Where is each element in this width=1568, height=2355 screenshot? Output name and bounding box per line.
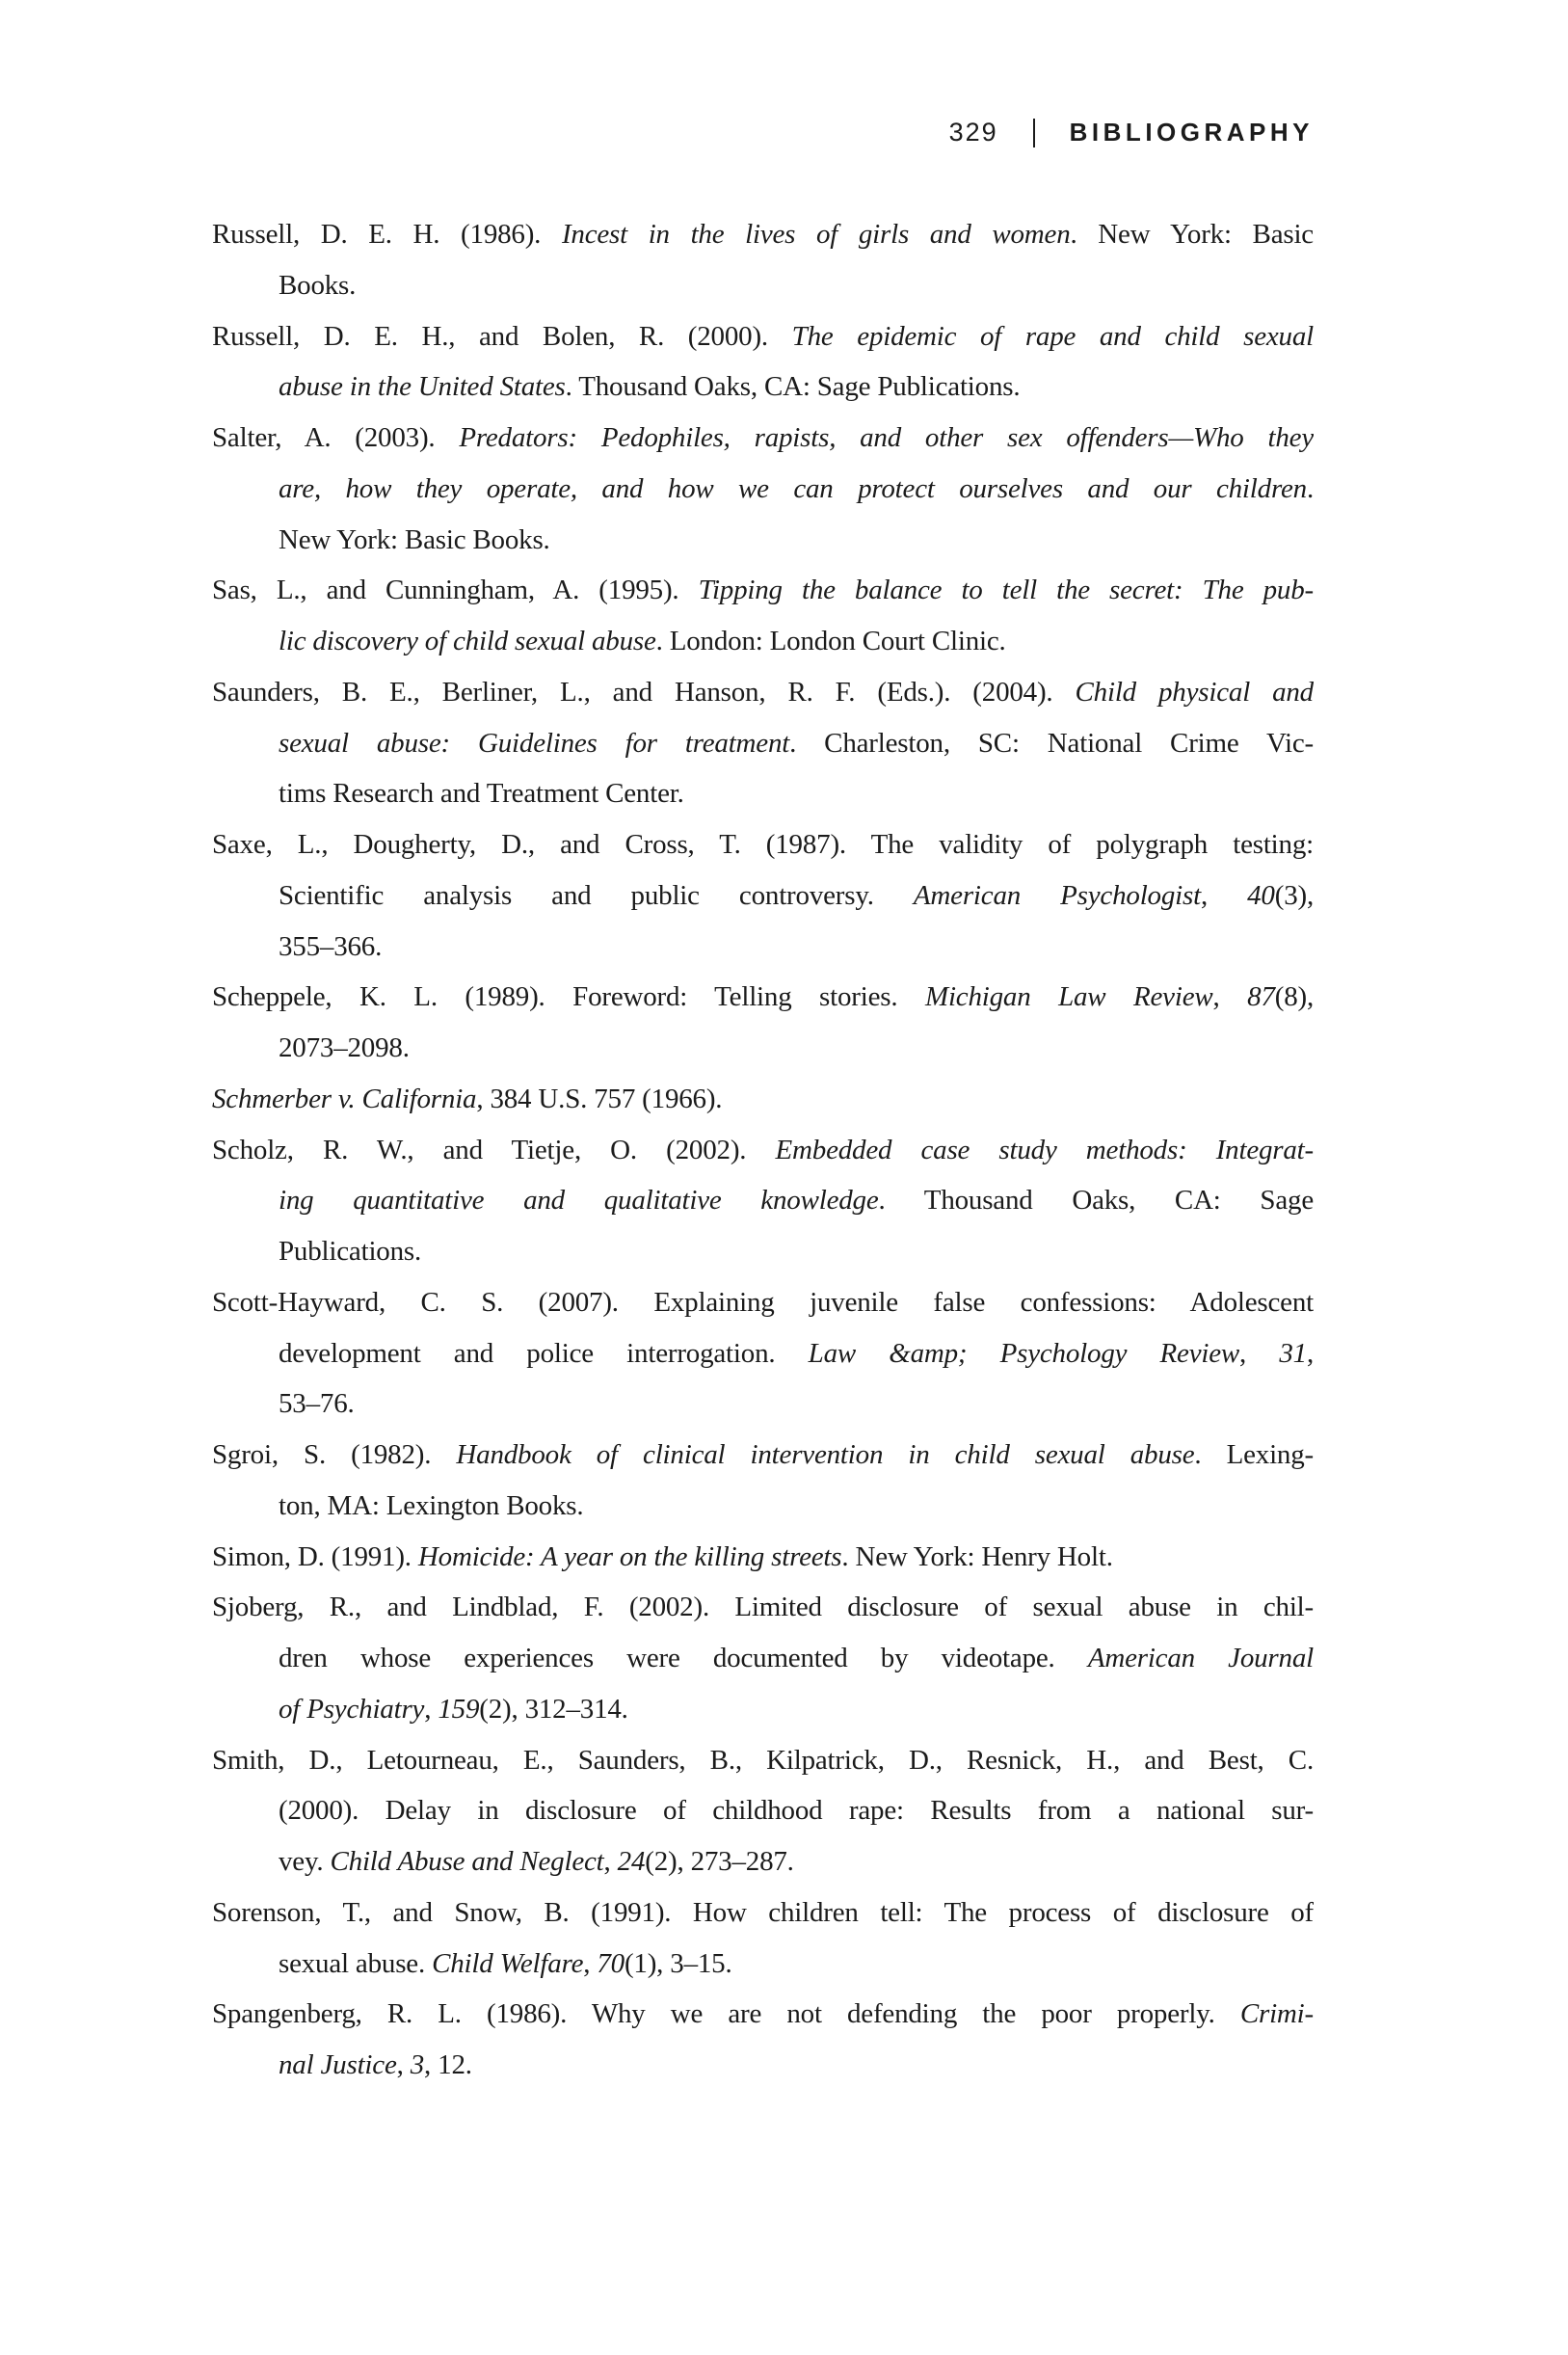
entry-line — [212, 1989, 1314, 2040]
entry-line — [212, 1125, 1314, 1176]
text-segment: Sorenson, T., and Snow, B. (1991). How children tell: The process of disclosure of — [212, 1896, 1314, 1928]
entry-line — [212, 1481, 1314, 1532]
bibliography-entry — [212, 1989, 1314, 2091]
text-segment: Scheppele, K. L. (1989). Foreword: Telling stories. — [212, 981, 925, 1013]
text-segment: tims Research and Treatment Center. — [279, 778, 684, 810]
entry-line — [212, 1735, 1314, 1786]
header-divider-bar — [1033, 119, 1035, 147]
entry-line — [212, 1939, 1314, 1990]
bibliography-entry — [212, 819, 1314, 972]
text-segment: 355–366. — [279, 930, 383, 962]
italic-title-segment: Michigan Law Review — [924, 981, 1213, 1013]
text-segment: Scholz, R. W., and Tietje, O. (2002). — [212, 1134, 776, 1165]
text-segment: Sgroi, S. (1982). — [212, 1439, 457, 1470]
text-segment: . — [1306, 472, 1314, 504]
text-segment: , — [1306, 1337, 1314, 1369]
text-segment: , — [1239, 1337, 1280, 1369]
text-segment: (2), 273–287. — [645, 1846, 794, 1877]
entry-line — [212, 870, 1314, 922]
entry-line — [212, 1023, 1314, 1074]
text-segment: Smith, D., Letourneau, E., Saunders, B., Kilpatrick, D., Resnick, H., and Best, C. — [212, 1744, 1314, 1776]
italic-title-segment: ing quantitative and qualitative knowledge — [279, 1185, 879, 1217]
entry-line — [212, 209, 1314, 260]
entry-line — [212, 1328, 1314, 1379]
bibliography-entry — [212, 209, 1314, 311]
entry-line — [212, 464, 1314, 515]
bibliography-entry — [212, 413, 1314, 565]
italic-title-segment: sexual abuse: Guidelines for treatment — [279, 727, 790, 759]
entry-line — [212, 768, 1314, 819]
italic-title-segment: 40 — [1247, 879, 1275, 911]
italic-title-segment: Child Abuse and Neglect — [330, 1846, 604, 1877]
entry-line — [212, 1074, 1314, 1125]
italic-title-segment: 159 — [438, 1693, 480, 1725]
entry-line — [212, 260, 1314, 311]
text-segment: , — [603, 1846, 618, 1877]
italic-title-segment: Embedded case study methods: Integrat- — [775, 1134, 1314, 1165]
entry-line — [212, 2040, 1314, 2091]
text-segment: (3), — [1274, 879, 1314, 911]
text-segment: Scott-Hayward, C. S. (2007). Explaining juvenile false confessions: Adolescent — [212, 1286, 1314, 1318]
entry-line — [212, 1836, 1314, 1887]
italic-title-segment: Child physical and — [1075, 676, 1314, 708]
text-segment: dren whose experiences were documented by videotape. — [279, 1643, 1088, 1673]
bibliography-entry — [212, 667, 1314, 819]
italic-title-segment: 24 — [617, 1846, 646, 1877]
text-segment: development and police interrogation. — [279, 1337, 809, 1369]
italic-title-segment: Child Welfare — [432, 1947, 584, 1979]
text-segment: Russell, D. E. H., and Bolen, R. (2000). — [212, 320, 792, 352]
italic-title-segment: Law &amp; Psychology Review — [808, 1337, 1240, 1369]
text-segment: (2), 312–314. — [479, 1693, 628, 1725]
entry-line — [212, 616, 1314, 667]
bibliography-entry — [212, 565, 1314, 667]
text-segment: vey. — [279, 1846, 331, 1877]
entry-line — [212, 1226, 1314, 1277]
entry-line — [212, 922, 1314, 973]
text-segment: New York: Basic Books. — [279, 523, 550, 555]
text-segment: 2073–2098. — [279, 1032, 410, 1063]
running-head-title: BIBLIOGRAPHY — [1069, 118, 1314, 147]
entry-line — [212, 1430, 1314, 1481]
bibliography-entry — [212, 1532, 1314, 1583]
text-segment: Sjoberg, R., and Lindblad, F. (2002). Limited disclosure of sexual abuse in chil- — [212, 1592, 1314, 1623]
text-segment: . London: London Court Clinic. — [655, 626, 1006, 656]
text-segment: Saxe, L., Dougherty, D., and Cross, T. (1987). The validity of polygraph testing: — [212, 829, 1314, 860]
text-segment: , — [583, 1947, 598, 1979]
text-segment: 53–76. — [279, 1388, 355, 1420]
italic-title-segment: Tipping the balance to tell the secret: The pub- — [698, 575, 1314, 606]
italic-title-segment: are, how they operate, and how we can protect ourselves and our children — [279, 472, 1307, 504]
entry-line — [212, 667, 1314, 718]
text-segment: . Thousand Oaks, CA: Sage Publications. — [565, 371, 1021, 403]
italic-title-segment: 3 — [410, 2049, 425, 2080]
bibliography-entry — [212, 1735, 1314, 1887]
entry-line — [212, 1175, 1314, 1226]
text-segment: . Charleston, SC: National Crime Vic- — [789, 727, 1314, 759]
entry-line — [212, 1684, 1314, 1735]
italic-title-segment: of Psychiatry — [279, 1693, 425, 1725]
entry-line — [212, 1633, 1314, 1684]
text-segment: Books. — [279, 269, 357, 301]
bibliography-entry — [212, 1430, 1314, 1532]
entry-line — [212, 1785, 1314, 1836]
running-head — [212, 118, 1314, 147]
text-segment: ton, MA: Lexington Books. — [279, 1489, 584, 1521]
italic-title-segment: nal Justice — [279, 2049, 397, 2080]
text-segment: Sas, L., and Cunningham, A. (1995). — [212, 575, 699, 606]
italic-title-segment: American Psychologist — [913, 879, 1201, 911]
italic-title-segment: The epidemic of rape and child sexual — [791, 320, 1314, 352]
text-segment: Simon, D. (1991). — [212, 1540, 418, 1572]
text-segment: . Lexing- — [1194, 1439, 1314, 1470]
bibliography-entry — [212, 311, 1314, 414]
italic-title-segment: Predators: Pedophiles, rapists, and other sex offenders—Who they — [459, 422, 1314, 453]
entry-line — [212, 311, 1314, 362]
italic-title-segment: Homicide: A year on the killing streets — [417, 1540, 842, 1572]
italic-title-segment: Crimi- — [1239, 1998, 1314, 2030]
italic-title-segment: 31 — [1279, 1337, 1307, 1369]
bibliography-list — [212, 209, 1314, 2091]
text-segment: (1), 3–15. — [624, 1947, 732, 1979]
page-number: 329 — [948, 118, 998, 147]
text-segment: Scientific analysis and public controversy. — [279, 879, 914, 911]
bibliography-entry — [212, 1582, 1314, 1734]
entry-line — [212, 1532, 1314, 1583]
text-segment: (2000). Delay in disclosure of childhood rape: Results from a national sur- — [279, 1795, 1314, 1827]
text-segment: , 384 U.S. 757 (1966). — [476, 1083, 723, 1114]
bibliography-entry — [212, 1887, 1314, 1990]
italic-title-segment: abuse in the United States — [279, 371, 566, 403]
italic-title-segment: 87 — [1247, 981, 1275, 1013]
entry-line — [212, 1887, 1314, 1939]
text-segment: sexual abuse. — [279, 1947, 433, 1979]
text-segment: Saunders, B. E., Berliner, L., and Hanson, R. F. (Eds.). (2004). — [212, 676, 1076, 708]
text-segment: . New York: Basic — [1070, 219, 1314, 250]
entry-line — [212, 515, 1314, 566]
text-segment: Salter, A. (2003). — [212, 422, 460, 453]
text-segment: , 12. — [424, 2049, 472, 2080]
bibliography-entry — [212, 1277, 1314, 1430]
entry-line — [212, 1582, 1314, 1633]
entry-line — [212, 565, 1314, 616]
entry-line — [212, 1378, 1314, 1430]
text-segment: (8), — [1274, 981, 1314, 1013]
entry-line — [212, 718, 1314, 769]
italic-title-segment: Incest in the lives of girls and women — [561, 219, 1071, 250]
italic-title-segment: 70 — [597, 1947, 625, 1979]
bibliography-entry — [212, 1074, 1314, 1125]
text-segment: , — [396, 2049, 411, 2080]
italic-title-segment: American Journal — [1087, 1643, 1314, 1673]
entry-line — [212, 819, 1314, 870]
italic-title-segment: lic discovery of child sexual abuse — [279, 626, 656, 656]
text-segment: . Thousand Oaks, CA: Sage — [878, 1185, 1314, 1217]
entry-line — [212, 972, 1314, 1023]
italic-title-segment: Schmerber v. California — [212, 1083, 477, 1114]
bibliography-entry — [212, 1125, 1314, 1277]
bibliography-entry — [212, 972, 1314, 1074]
italic-title-segment: Handbook of clinical intervention in child sexual abuse — [456, 1439, 1195, 1470]
text-segment: Publications. — [279, 1236, 422, 1267]
text-segment: . New York: Henry Holt. — [841, 1540, 1113, 1572]
text-segment: , — [1200, 879, 1248, 911]
text-segment: Russell, D. E. H. (1986). — [212, 219, 562, 250]
entry-line — [212, 361, 1314, 413]
entry-line — [212, 1277, 1314, 1328]
text-segment: Spangenberg, R. L. (1986). Why we are not defending the poor properly. — [212, 1998, 1240, 2030]
text-segment: , — [1212, 981, 1248, 1013]
text-segment: , — [424, 1693, 439, 1725]
entry-line — [212, 413, 1314, 464]
